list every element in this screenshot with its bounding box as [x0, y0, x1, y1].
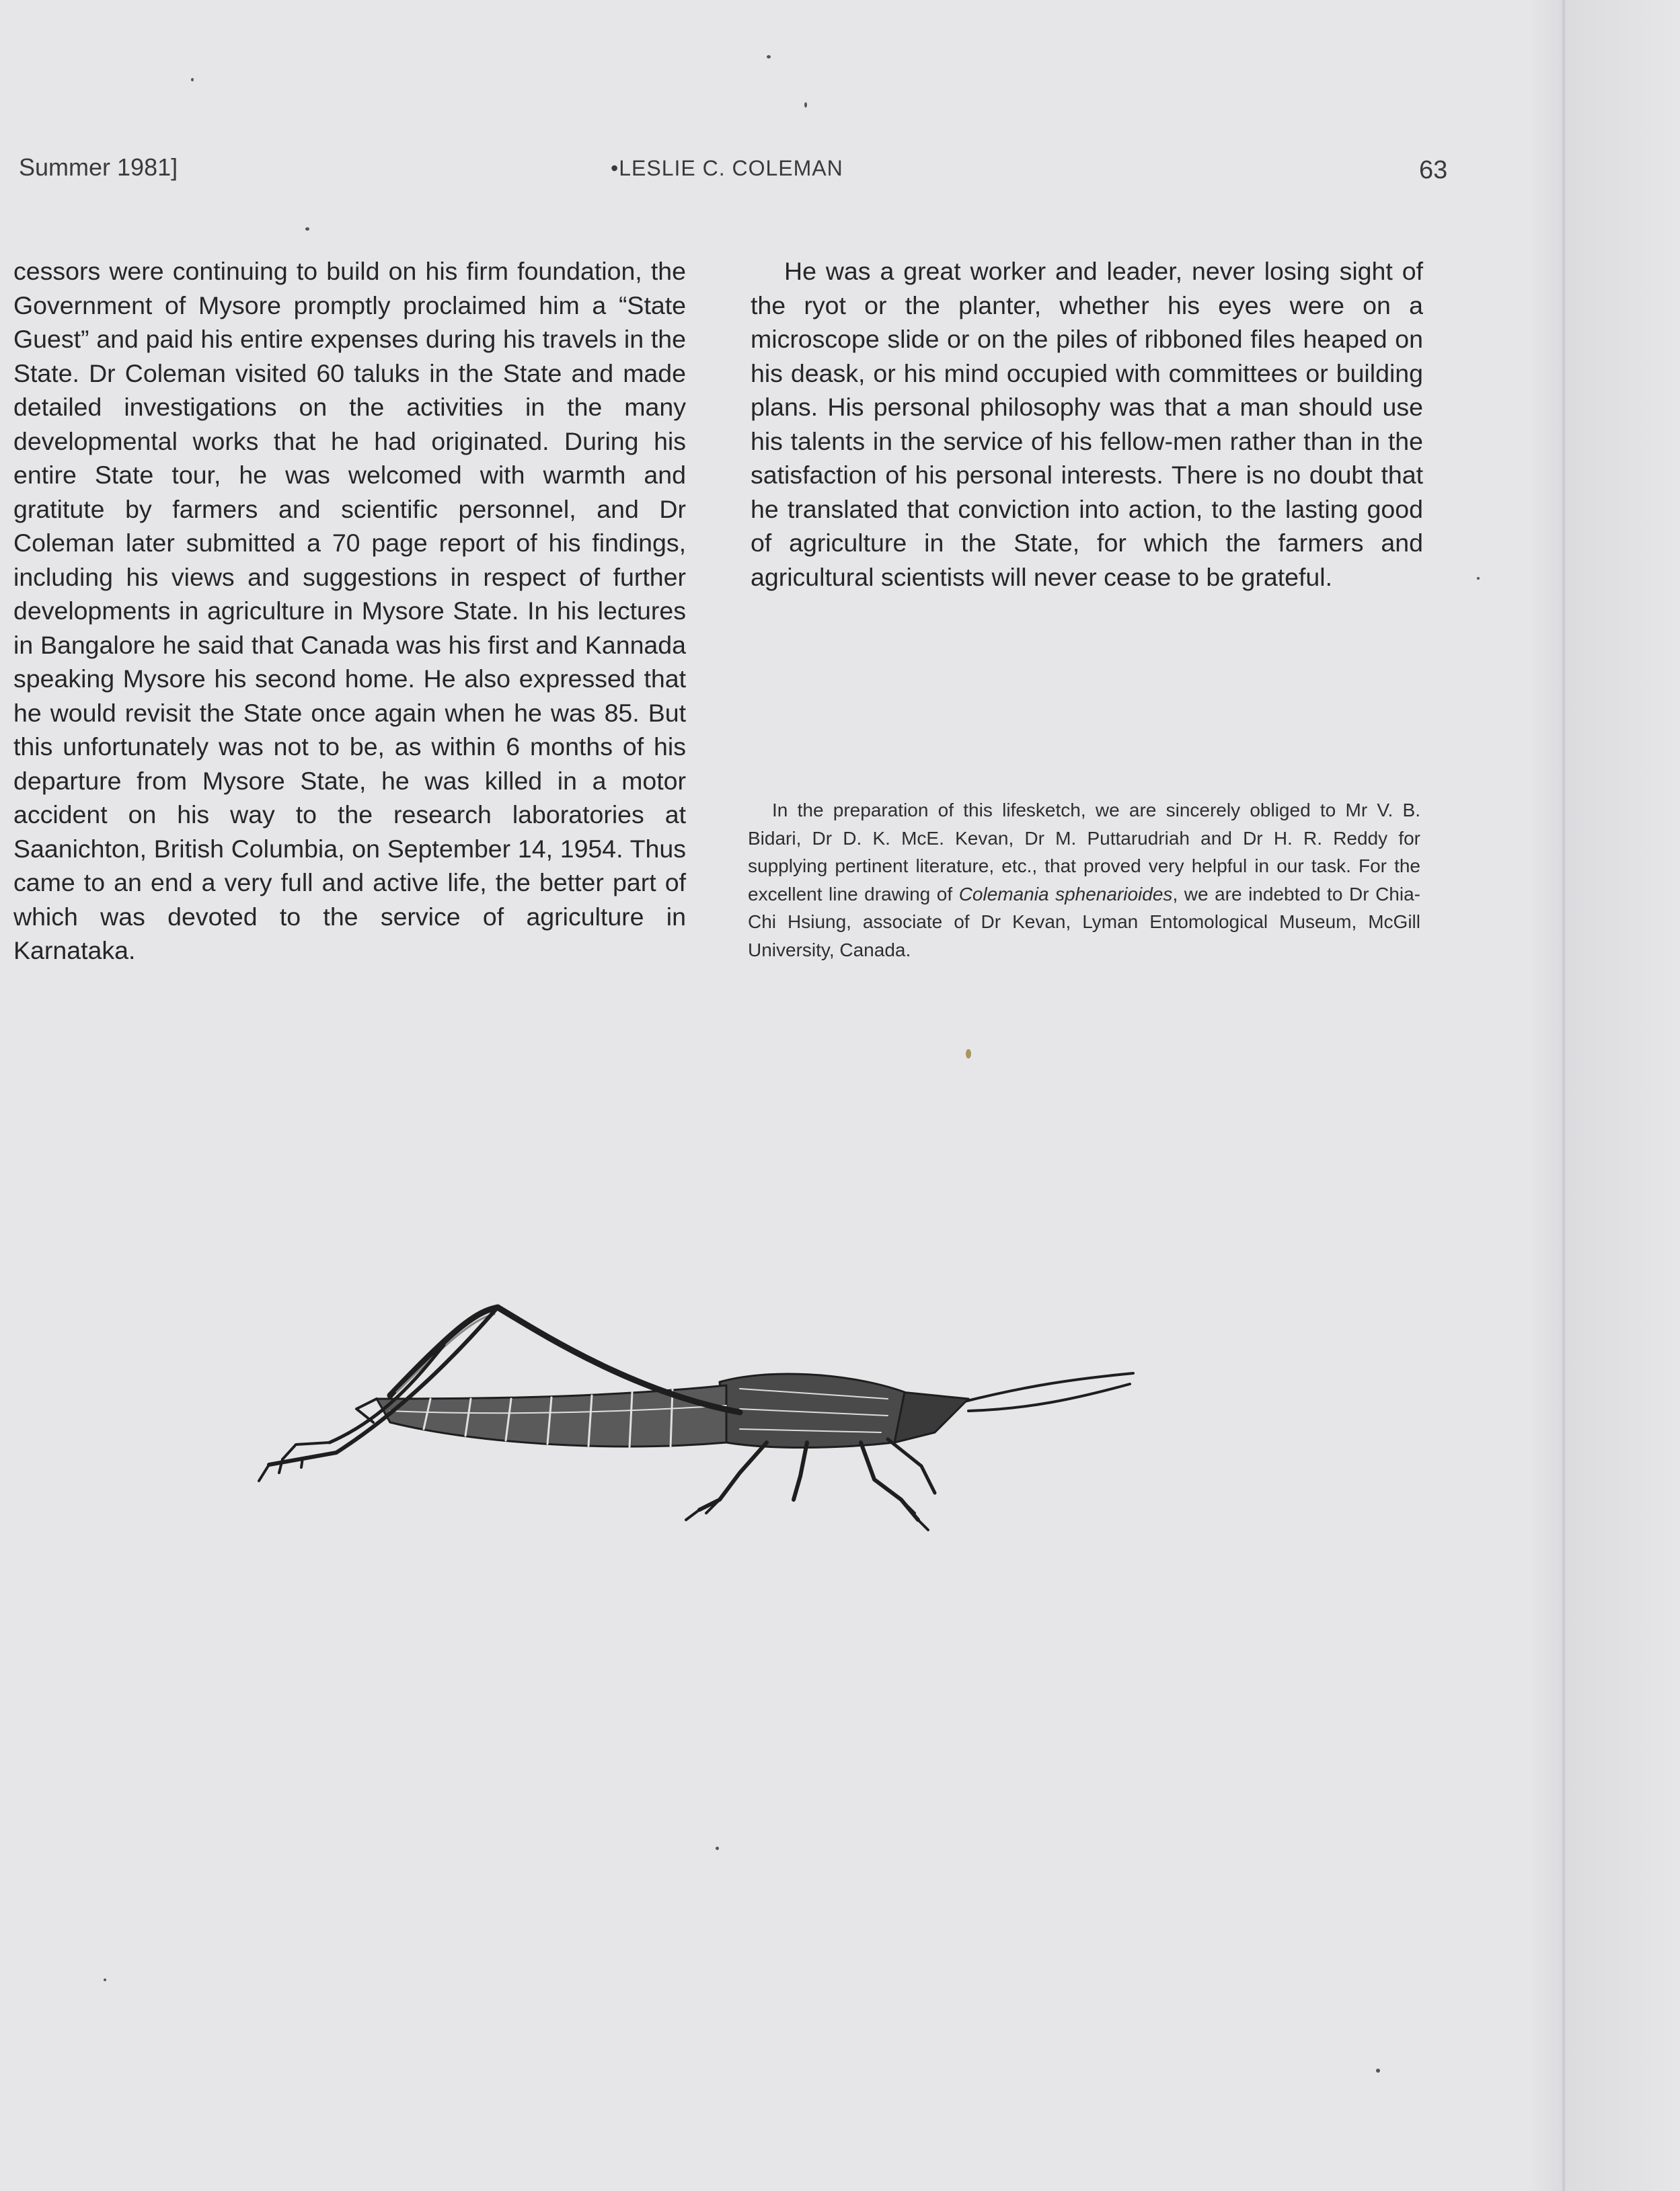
- paper-speck: [716, 1847, 719, 1850]
- running-header: [19, 153, 1448, 194]
- paper-speck: [966, 1049, 971, 1059]
- paper-speck: [104, 1978, 106, 1981]
- footnote-species-name: Colemania sphenarioides: [958, 883, 1173, 905]
- right-column: [751, 254, 1423, 594]
- paper-speck: [305, 227, 309, 231]
- header-title: •LESLIE C. COLEMAN: [611, 156, 843, 180]
- left-column: [13, 254, 686, 968]
- page-number: 63: [1419, 156, 1448, 184]
- paper-speck: [1477, 577, 1480, 580]
- right-column-paragraph: He was a great worker and leader, never losing sight of the ryot or the planter, whether his eyes were on a microscope slide or on the piles of ribboned files heaped on his deask, or his mind occupied with committees or building plans. His personal philosophy was that a man should use his talents in the service of his fellow-men rather than in the satisfaction of his personal interests. There is no doubt that he translated that conviction into action, to the lasting good of agriculture in the State, for which the farmers and agricultural scientists will never cease to be grateful.: [751, 257, 1423, 591]
- left-column-paragraph: cessors were continuing to build on his firm foundation, the Government of Mysore promptly proclaimed him a “State Guest” and paid his entire expenses during his travels in the State. Dr Coleman visited 60 taluks in the State and made detailed investigations on the activities in the many developmental works that he had originated. During his entire State tour, he was welcomed with warmth and gratitute by farmers and scientific personnel, and Dr Coleman later submitted a 70 page report of his findings, including his views and suggestions in respect of further developments in agriculture in Mysore State. In his lectures in Bangalore he said that Canada was his first and Kannada speaking Mysore his second home. He also expressed that he would revisit the State once again when he was 85. But this unfortunately was not to be, as within 6 months of his departure from Mysore State, he was killed in a motor accident on his way to the research laboratories at Saanichton, British Columbia, on September 14, 1954. Thus came to an end a very full and active life, the better part of which was devoted to the service of agriculture in Karnataka.: [13, 257, 686, 964]
- page-fold-shadow: [1562, 0, 1566, 2191]
- paper-speck: [767, 55, 771, 59]
- header-issue: Summer 1981]: [19, 153, 178, 181]
- paper-speck: [1376, 2069, 1380, 2073]
- footnote-text-2: , we are indebted to Dr Chia-Chi Hsiung, associate of Dr Kevan, Lyman Entomological Museum, McGill University, Canada.: [748, 883, 1420, 960]
- acknowledgement-footnote: [748, 796, 1420, 964]
- paper-speck: [191, 78, 194, 81]
- footnote-text-1: In the preparation of this lifesketch, we are sincerely obliged to Mr V. B. Bidari, Dr D. K. McE. Kevan, Dr M. Puttarudriah and Dr H. R. Reddy for supplying pertinent literature, etc., that proved very helpful in our task. For the excellent line drawing of: [748, 800, 1420, 905]
- grasshopper-drawing-icon: [256, 1298, 1143, 1540]
- footnote-paragraph: [748, 796, 1420, 964]
- paper-speck: [804, 102, 807, 108]
